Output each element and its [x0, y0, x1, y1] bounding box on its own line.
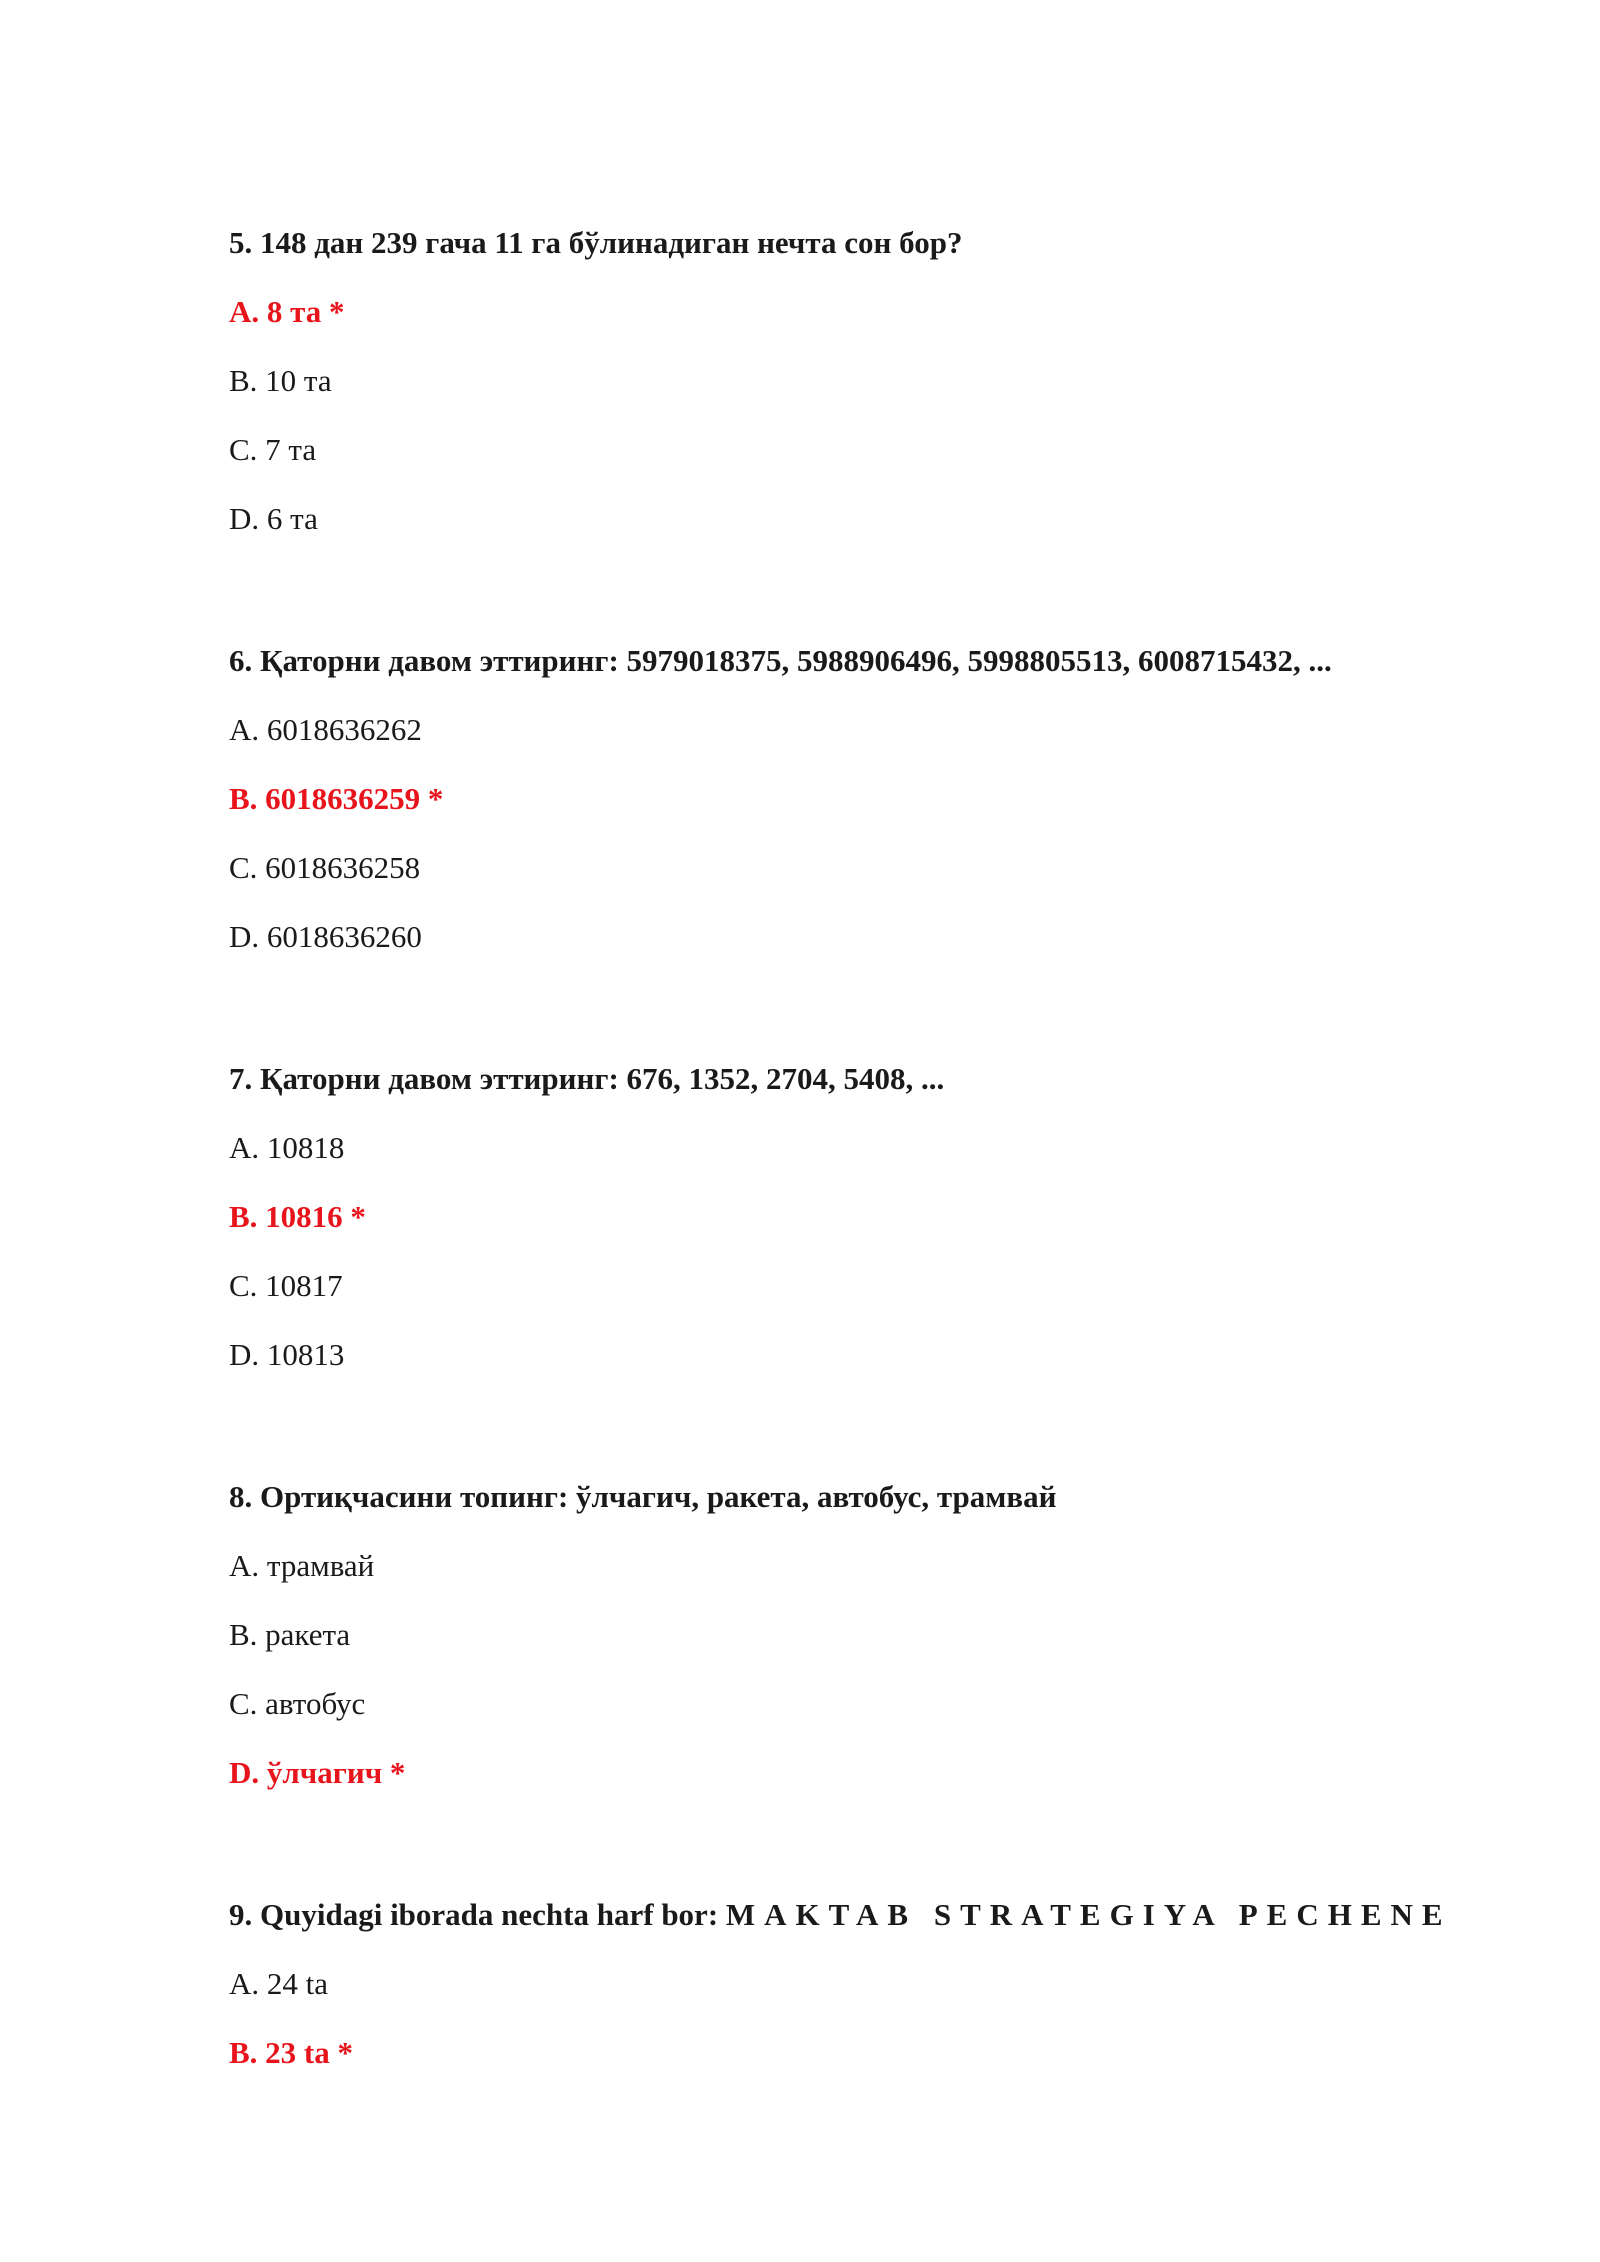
- option-b: B. ракета: [229, 1617, 351, 1652]
- option-d-correct: D. ўлчагич *: [229, 1755, 406, 1790]
- option-c: C. 10817: [229, 1268, 343, 1303]
- option-a: A. 10818: [229, 1130, 345, 1165]
- option-a: A. 24 ta: [229, 1966, 329, 2001]
- option-d: D. 10813: [229, 1337, 345, 1372]
- question-text: 6. Қаторни давом эттиринг: 5979018375, 5988906496, 5998805513, 6008715432, ...: [229, 643, 1332, 678]
- question-text: 5. 148 дан 239 гача 11 га бўлинадиган нечта сон бор?: [229, 225, 963, 260]
- question-8: [229, 1479, 1559, 1791]
- question-6: [229, 643, 1559, 955]
- option-c: C. 6018636258: [229, 850, 421, 885]
- question-9: [229, 1897, 1559, 2071]
- option-b-correct: B. 6018636259 *: [229, 781, 444, 816]
- question-text-spaced-letters: MAKTAB STRATEGIYA PECHENE: [725, 1897, 1452, 1932]
- option-c: C. 7 та: [229, 432, 317, 467]
- question-text: 8. Ортиқчасини топинг: ўлчагич, ракета, автобус, трамвай: [229, 1479, 1057, 1514]
- question-text: [229, 1897, 1559, 1933]
- option-b-correct: B. 10816 *: [229, 1199, 366, 1234]
- question-7: [229, 1061, 1559, 1373]
- question-text-prefix: 9. Quyidagi iborada nechta harf bor:: [229, 1897, 726, 1932]
- option-a-correct: A. 8 та *: [229, 294, 345, 329]
- question-5: [229, 225, 1559, 537]
- question-text: 7. Қаторни давом эттиринг: 676, 1352, 2704, 5408, ...: [229, 1061, 945, 1096]
- option-d: D. 6018636260: [229, 919, 422, 954]
- option-c: C. автобус: [229, 1686, 366, 1721]
- option-a: A. 6018636262: [229, 712, 422, 747]
- option-b-correct: B. 23 ta *: [229, 2035, 353, 2070]
- option-b: B. 10 та: [229, 363, 332, 398]
- option-a: A. трамвай: [229, 1548, 375, 1583]
- option-d: D. 6 та: [229, 501, 318, 536]
